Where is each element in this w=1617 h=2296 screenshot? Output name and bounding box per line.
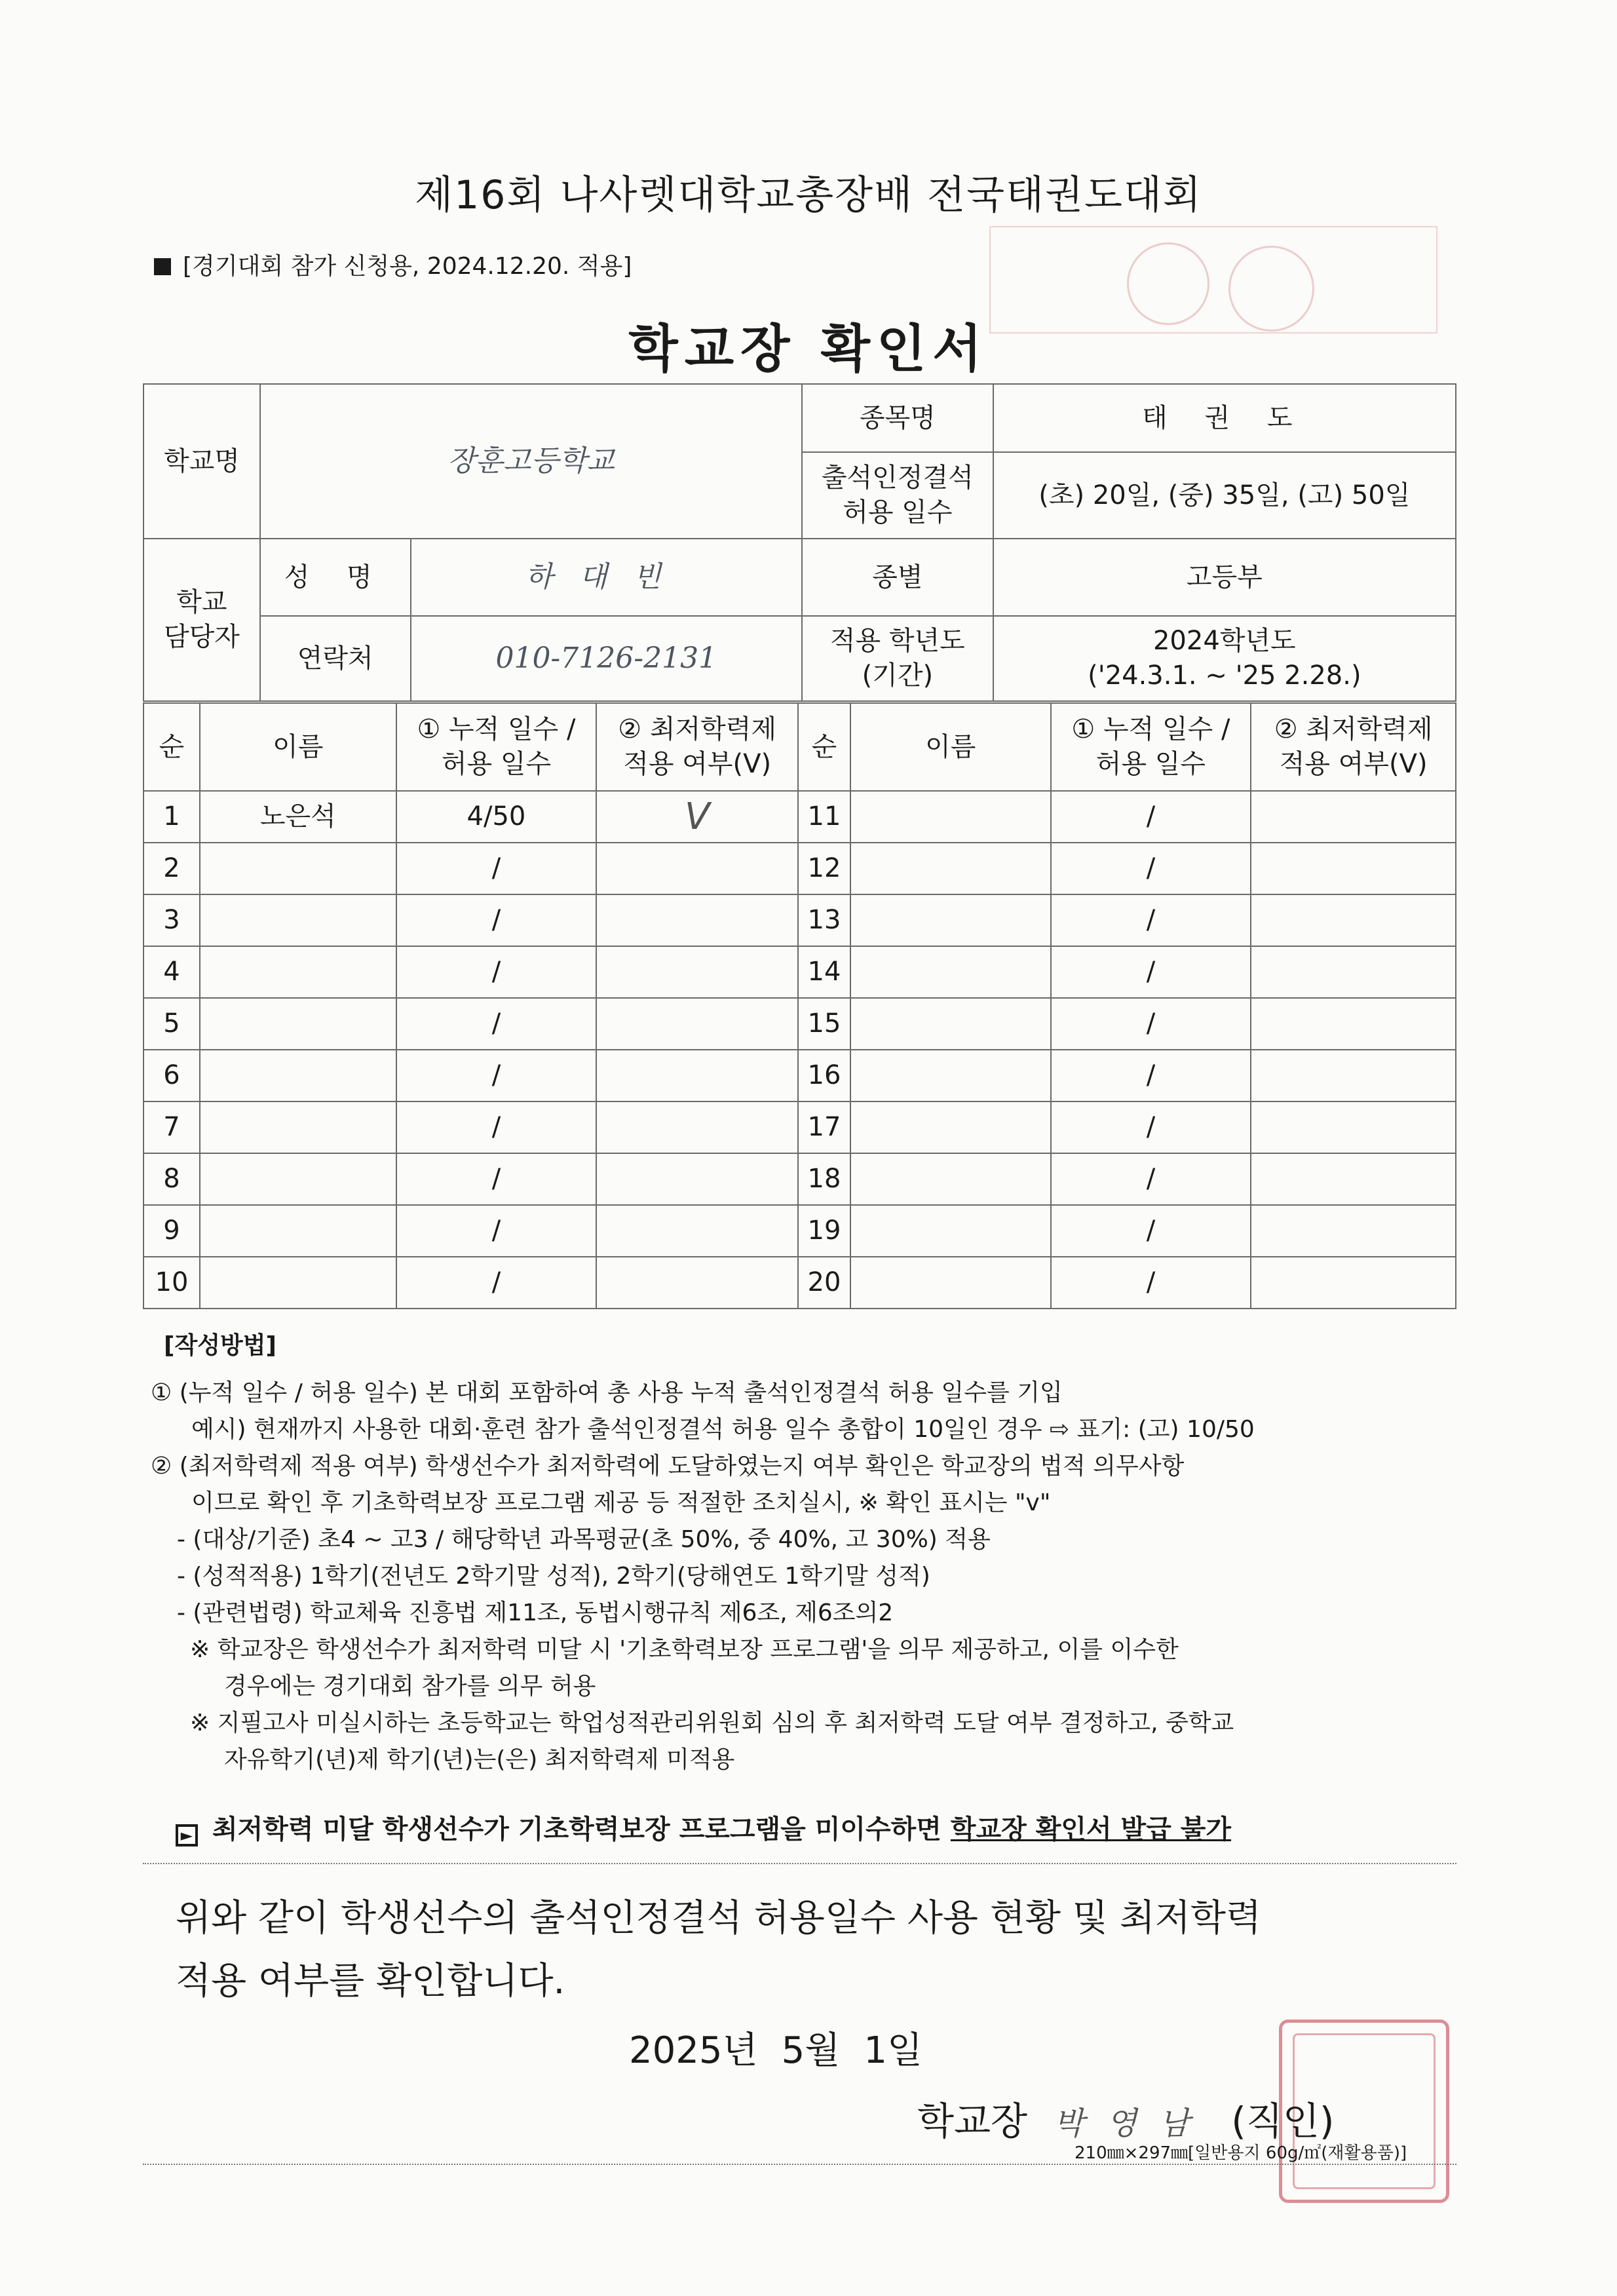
instruction-line: - (성적적용) 1학기(전년도 2학기말 성적), 2학기(당해연도 1학기말 성적)	[177, 1563, 930, 1590]
date-day: 1일	[864, 2029, 923, 2072]
confirmation-line: 위와 같이 학생선수의 출석인정결석 허용일수 사용 현황 및 최저학력	[176, 1897, 1262, 1940]
event-label: 종목명	[802, 384, 993, 452]
row-no: 13	[798, 894, 850, 946]
form-note	[154, 248, 632, 281]
row-days: /	[1051, 946, 1251, 998]
school-name-label: 학교명	[143, 384, 260, 539]
row-min-academic	[1251, 1153, 1456, 1205]
row-name	[200, 1257, 396, 1309]
method-title: [작성방법]	[164, 1332, 277, 1359]
row-no: 5	[143, 998, 200, 1050]
document-title: 학교장 확인서	[628, 320, 989, 379]
row-name	[850, 791, 1051, 843]
row-name	[850, 1101, 1051, 1153]
row-min-academic	[596, 1101, 798, 1153]
row-name	[200, 1153, 396, 1205]
row-days: 4/50	[396, 791, 597, 843]
table-row	[143, 1050, 1456, 1101]
table-row	[143, 1101, 1456, 1153]
table-row	[143, 1257, 1456, 1309]
warning-emphasis: 학교장 확인서 발급 불가	[950, 1814, 1232, 1845]
row-days: /	[1051, 1050, 1251, 1101]
table-row	[143, 1153, 1456, 1205]
date-year: 2025년	[629, 2029, 758, 2072]
row-name	[200, 1205, 396, 1257]
row-days: /	[1051, 843, 1251, 894]
division-label: 종별	[802, 539, 993, 616]
row-no: 9	[143, 1205, 200, 1257]
table-row	[143, 998, 1456, 1050]
principal-name: 박영남	[1054, 2105, 1212, 2142]
confirmation-statement	[176, 1887, 1460, 2013]
row-name	[850, 998, 1051, 1050]
row-days: /	[396, 1050, 597, 1101]
row-no: 2	[143, 843, 200, 894]
absence-days-value: (초) 20일, (중) 35일, (고) 50일	[993, 452, 1456, 539]
row-min-academic	[1251, 1205, 1456, 1257]
row-days: /	[396, 894, 597, 946]
row-name	[850, 843, 1051, 894]
date-month: 5월	[781, 2029, 841, 2072]
name-value: 하대빈	[411, 539, 802, 616]
row-days: /	[396, 1257, 597, 1309]
contact-label: 연락처	[260, 616, 411, 701]
school-year-label: 적용 학년도 (기간)	[802, 616, 993, 701]
instruction-line: ※ 지필고사 미실시하는 초등학교는 학업성적관리위원회 심의 후 최저학력 도달 여부 결정하고, 중학교	[190, 1710, 1234, 1736]
row-no: 17	[798, 1101, 850, 1153]
row-name	[850, 894, 1051, 946]
row-no: 10	[143, 1257, 200, 1309]
row-name	[200, 998, 396, 1050]
row-days: /	[396, 1101, 597, 1153]
seal-label: (직인)	[1231, 2099, 1335, 2143]
header-no: 순	[143, 703, 200, 791]
row-min-academic	[596, 1050, 798, 1101]
header-name: 이름	[850, 703, 1051, 791]
row-days: /	[396, 1153, 597, 1205]
confirmation-line: 적용 여부를 확인합니다.	[176, 1960, 565, 2002]
row-days: /	[396, 1205, 597, 1257]
issue-date	[629, 2021, 946, 2074]
row-name	[850, 1205, 1051, 1257]
header-days: ① 누적 일수 / 허용 일수	[396, 703, 597, 791]
row-no: 6	[143, 1050, 200, 1101]
instruction-line: ② (최저학력제 적용 여부) 학생선수가 최저학력에 도달하였는지 여부 확인은 학교장의 법적 의무사항	[151, 1453, 1185, 1480]
division-value: 고등부	[993, 539, 1456, 616]
row-min-academic	[596, 843, 798, 894]
instruction-line: 이므로 확인 후 기초학력보장 프로그램 제공 등 적절한 조치실시, ※ 확인 표시는 "v"	[191, 1489, 1051, 1516]
square-bullet-icon	[154, 258, 171, 275]
row-no: 20	[798, 1257, 850, 1309]
row-days: /	[1051, 894, 1251, 946]
divider	[143, 1863, 1456, 1864]
row-days: /	[1051, 1257, 1251, 1309]
row-name: 노은석	[200, 791, 396, 843]
instruction-line: - (관련법령) 학교체육 진흥법 제11조, 동법시행규칙 제6조, 제6조의2	[177, 1599, 894, 1626]
row-days: /	[1051, 1101, 1251, 1153]
row-min-academic	[596, 946, 798, 998]
row-name	[200, 843, 396, 894]
row-days: /	[396, 843, 597, 894]
header-name: 이름	[200, 703, 396, 791]
warning-text: 최저학력 미달 학생선수가 기초학력보장 프로그램을 미이수하면	[212, 1814, 942, 1845]
name-label: 성 명	[260, 539, 411, 616]
header-no: 순	[798, 703, 850, 791]
row-no: 15	[798, 998, 850, 1050]
row-no: 11	[798, 791, 850, 843]
row-no: 3	[143, 894, 200, 946]
warning-line	[176, 1808, 1231, 1846]
row-days: /	[1051, 998, 1251, 1050]
form-note-text: [경기대회 참가 신청용, 2024.12.20. 적용]	[183, 253, 632, 280]
school-year-value: 2024학년도 ('24.3.1. ~ '25 2.28.)	[993, 616, 1456, 701]
row-min-academic	[596, 894, 798, 946]
row-name	[850, 1153, 1051, 1205]
row-min-academic	[1251, 1101, 1456, 1153]
row-no: 18	[798, 1153, 850, 1205]
row-name	[200, 894, 396, 946]
header-min-academic: ② 최저학력제 적용 여부(V)	[1251, 703, 1456, 791]
table-row	[143, 946, 1456, 998]
manager-label: 학교 담당자	[143, 539, 260, 701]
check-mark: V	[685, 795, 710, 838]
row-min-academic	[596, 1257, 798, 1309]
row-no: 19	[798, 1205, 850, 1257]
row-no: 4	[143, 946, 200, 998]
row-no: 7	[143, 1101, 200, 1153]
student-roster-table	[143, 702, 1456, 1309]
paper-spec: 210㎜×297㎜[일반용지 60g/㎡(재활용품)]	[1075, 2143, 1407, 2163]
instruction-line: ※ 학교장은 학생선수가 최저학력 미달 시 '기초학력보장 프로그램'을 의무 제공하고, 이를 이수한	[190, 1636, 1179, 1663]
contact-value: 010-7126-2131	[411, 616, 802, 701]
row-days: /	[1051, 1205, 1251, 1257]
row-days: /	[396, 946, 597, 998]
table-row	[143, 843, 1456, 894]
row-days: /	[1051, 1153, 1251, 1205]
principal-title: 학교장	[917, 2099, 1028, 2143]
divider	[143, 2164, 1456, 2165]
instructions	[151, 1375, 1461, 1778]
row-min-academic	[1251, 1050, 1456, 1101]
header-min-academic: ② 최저학력제 적용 여부(V)	[596, 703, 798, 791]
table-row	[143, 894, 1456, 946]
row-min-academic	[1251, 1257, 1456, 1309]
arrow-box-icon: ►	[176, 1824, 198, 1846]
row-name	[200, 1101, 396, 1153]
instruction-line: 경우에는 경기대회 참가를 의무 허용	[224, 1673, 596, 1700]
instruction-line: 자유학기(년)제 학기(년)는(은) 최저학력제 미적용	[224, 1746, 735, 1773]
row-no: 14	[798, 946, 850, 998]
row-name	[850, 1257, 1051, 1309]
row-min-academic	[1251, 843, 1456, 894]
row-no: 1	[143, 791, 200, 843]
row-min-academic	[1251, 998, 1456, 1050]
row-min-academic	[596, 791, 798, 843]
instruction-line: - (대상/기준) 초4 ~ 고3 / 해당학년 과목평균(초 50%, 중 40%, 고 30%) 적용	[177, 1526, 991, 1553]
row-min-academic	[596, 1153, 798, 1205]
row-name	[200, 946, 396, 998]
principal-signature	[917, 2090, 1335, 2145]
row-no: 8	[143, 1153, 200, 1205]
row-days: /	[396, 998, 597, 1050]
school-info-table	[143, 383, 1456, 702]
row-min-academic	[1251, 946, 1456, 998]
event-value: 태 권 도	[993, 384, 1456, 452]
row-name	[850, 946, 1051, 998]
row-min-academic	[1251, 894, 1456, 946]
row-min-academic	[596, 998, 798, 1050]
event-title: 제16회 나사렛대학교총장배 전국태권도대회	[415, 172, 1202, 218]
row-min-academic	[596, 1205, 798, 1257]
row-name	[850, 1050, 1051, 1101]
row-name	[200, 1050, 396, 1101]
row-no: 12	[798, 843, 850, 894]
header-days: ① 누적 일수 / 허용 일수	[1051, 703, 1251, 791]
row-no: 16	[798, 1050, 850, 1101]
table-row	[143, 791, 1456, 843]
instruction-line: 예시) 현재까지 사용한 대회·훈련 참가 출석인정결석 허용 일수 총합이 10일인 경우 ⇨ 표기: (고) 10/50	[191, 1416, 1255, 1443]
row-min-academic	[1251, 791, 1456, 843]
school-name-value: 장훈고등학교	[260, 384, 802, 539]
row-days: /	[1051, 791, 1251, 843]
instruction-line: ① (누적 일수 / 허용 일수) 본 대회 포함하여 총 사용 누적 출석인정결석 허용 일수를 기입	[151, 1379, 1063, 1406]
absence-days-label: 출석인정결석 허용 일수	[802, 452, 993, 539]
table-row	[143, 1205, 1456, 1257]
